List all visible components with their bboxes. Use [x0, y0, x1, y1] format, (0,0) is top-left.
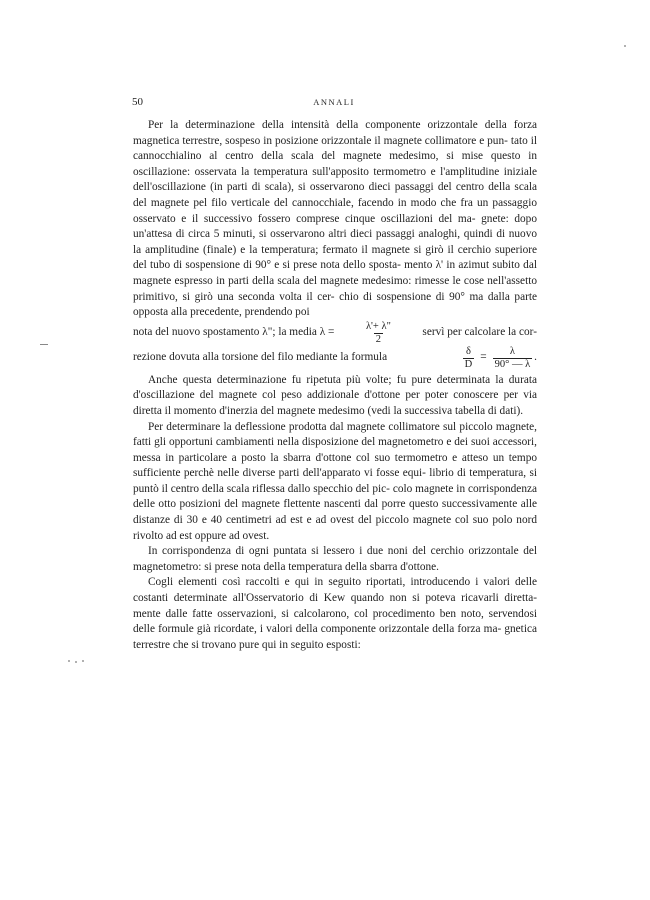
paragraph-5 — [133, 575, 537, 653]
text-line: gnetica terrestre che si trovano pure qui in seguito esposti: — [133, 623, 537, 651]
fraction-denominator: 90° — λ — [494, 358, 531, 370]
text-line: magnete, fatti gli opportuni cambiamenti nella disposizione del magnetometro e dei — [133, 420, 537, 449]
fraction-numerator: λ — [509, 345, 515, 357]
text-line: il cerchio superiore del tubo di sospensione di 90° e si prese nota dello sposta- — [133, 243, 538, 272]
text-line: iniziale dell'oscillazione (in parti di scala), si osservarono dieci passaggi del centro — [133, 165, 538, 194]
text-line: gnete: dopo un'attesa di circa 5 minuti, si osservarono altri dieci passaggi analoghi, — [133, 212, 537, 241]
text-line: d'oscillazione del magnete col peso addizionale d'ottone per poter conoscere per via — [133, 389, 537, 402]
fraction-denominator: D — [464, 358, 473, 370]
delta-over-d-fraction — [463, 346, 475, 371]
text-line: librio di temperatura, si puntò il centro della scala riflessa dallo specchio del pic- — [133, 467, 537, 495]
text-line: Per determinare la deflessione prodotta dal magnete collimatore sul piccolo — [148, 420, 493, 433]
running-title: ANNALI — [313, 97, 355, 107]
equals-sign: = — [480, 351, 487, 364]
text-line: magnetica terrestre, sospeso in posizione orizzontale il magnete collimatore e pun- — [133, 134, 508, 147]
text-line: ovest del piccolo magnete col suo polo nord rivolto ad est oppure ad ovest. — [133, 514, 538, 542]
page-header — [132, 96, 536, 110]
text-line: colo magnete in corrispondenza delle otto posizioni del magnete flettente nascenti — [133, 482, 537, 511]
torsion-formula — [461, 346, 537, 371]
paragraph-2 — [133, 373, 537, 420]
margin-scan-dot — [624, 45, 626, 47]
body-text — [133, 118, 537, 653]
text-line: diretta il momento d'inerzia del magnete medesimo (vedi la successiva tabella di dati). — [133, 404, 524, 417]
lambda-fraction — [493, 346, 533, 371]
formula-period: . — [534, 351, 537, 364]
text-line: costanti determinate all'Osservatorio di Kew quando non si poteva ricavarli diretta- — [133, 592, 537, 605]
page-number: 50 — [132, 96, 143, 108]
paragraph-1 — [133, 118, 537, 321]
text-line: suoi accessori, messa in particolare a posto la sbarra d'ottone col suo termometro — [133, 436, 538, 464]
formula-line-mean-lambda — [133, 321, 537, 346]
fraction-numerator: δ — [465, 345, 471, 357]
formula-line-text-before: rezione dovuta alla torsione del filo mediante la formula — [133, 351, 388, 364]
text-line: delle formule già ricordate, i valori della componente orizzontale della forza ma- — [133, 623, 502, 636]
margin-scan-dot — [75, 661, 77, 663]
text-line: Cogli elementi così raccolti e qui in seguito riportati, introducendo i valori delle — [148, 576, 537, 589]
fraction-denominator: 2 — [375, 333, 382, 345]
text-line: dal porre questo successivamente alle distanze di 30 e 40 centimetri ad est e ad — [133, 498, 537, 527]
text-line: della scala del magnete pel filo verticale del cannocchiale, facendo in modo che fra — [133, 181, 538, 209]
text-line: tato il cannocchialino al centro della scala del magnete medesimo, si mise questo — [133, 134, 537, 163]
text-line: Anche questa determinazione fu ripetuta più volte; fu pure determinata la durata — [148, 373, 537, 386]
text-line: mente dalle fatte osservazioni, si calcolarono, col procedimento ben noto, servendosi — [133, 607, 537, 620]
text-line: Per la determinazione della intensità della componente orizzontale della forza — [148, 119, 537, 131]
margin-scan-mark — [40, 344, 48, 345]
mean-lambda-fraction — [364, 321, 393, 346]
text-line: quindi di nuovo la amplitudine (finale) e la temperatura; fermato il magnete si girò — [133, 228, 537, 256]
formula-line-text-after: servì per calcolare la cor- — [422, 326, 537, 339]
text-line: medesimo: rimesse le cose nell'assetto primitivo, si girò una seconda volta il cer- — [133, 274, 537, 303]
fraction-numerator: λ'+ λ" — [365, 320, 391, 332]
text-line: In corrispondenza di ogni puntata si lessero i due noni del cerchio orizzontale — [148, 545, 519, 558]
text-line: chio di sospensione di 90° ma dalla parte opposta alla precedente, prendendo poi — [133, 290, 537, 319]
text-line: in oscillazione: osservata la temperatura sull'apposito termometro e l'amplitudine — [133, 150, 538, 178]
paragraph-3 — [133, 420, 537, 545]
formula-line-torsion — [133, 346, 537, 371]
text-line: del magnetometro: si prese nota della temperatura della sbarra d'ottone. — [133, 545, 537, 573]
text-line: mento λ' in azimut subito dal magnete espresso in parti della scala del magnete — [133, 259, 537, 287]
text-line: e atteso un tempo sufficiente perchè nelle diverse parti dell'apparato vi fosse equi- — [133, 451, 538, 480]
margin-scan-dot — [68, 660, 70, 662]
margin-scan-dot — [82, 660, 84, 662]
paragraph-4 — [133, 544, 537, 575]
text-line: un passaggio osservato e il successivo fossero comprese cinque oscillazioni del ma- — [133, 196, 537, 225]
formula-line-text-before: nota del nuovo spostamento λ"; la media λ = — [133, 326, 335, 339]
